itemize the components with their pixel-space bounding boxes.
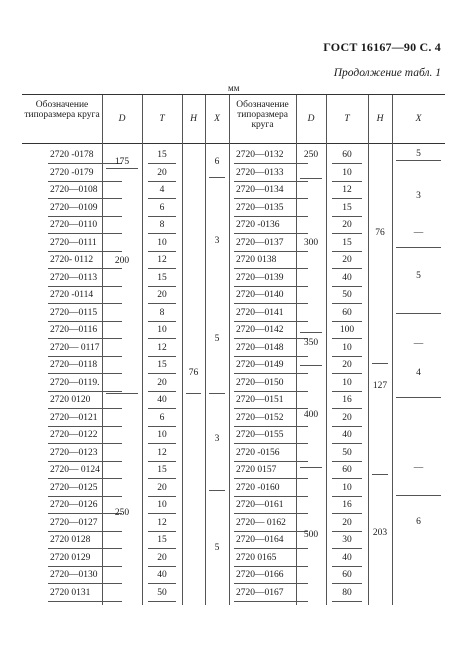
t-cell: 20 (342, 412, 352, 423)
row-underline (48, 548, 122, 549)
t-cell: 40 (157, 395, 167, 405)
t-cell: 10 (157, 430, 167, 440)
x-merged-cell: 3 (416, 191, 421, 201)
t-cell: 50 (157, 587, 167, 598)
t-underline (332, 198, 362, 199)
t-underline (332, 268, 362, 269)
row-underline (234, 163, 308, 164)
t-underline (148, 408, 176, 409)
t-cell: 20 (157, 167, 167, 178)
row-underline (234, 461, 308, 462)
t-cell: 15 (157, 150, 167, 160)
row-underline (48, 373, 122, 374)
t-underline (332, 426, 362, 427)
t-underline (332, 338, 362, 339)
t-cell: 10 (342, 482, 352, 493)
t-underline (332, 583, 362, 584)
x-merged-cell: 6 (416, 517, 421, 527)
designation-cell: 2720 0138 (236, 255, 277, 265)
column-header: T (344, 114, 350, 124)
t-underline (148, 216, 176, 217)
t-underline (332, 303, 362, 304)
group-separator (300, 467, 322, 468)
t-underline (148, 513, 176, 514)
t-cell: 15 (157, 272, 167, 283)
row-underline (48, 233, 122, 234)
row-underline (48, 321, 122, 322)
column-separator (205, 95, 206, 605)
t-underline (332, 233, 362, 234)
designation-cell: 2720—0127 (50, 517, 98, 528)
group-separator (372, 474, 388, 475)
t-underline (148, 478, 176, 479)
d-merged-cell: 200 (114, 256, 130, 266)
x-merged-cell: 5 (214, 334, 220, 344)
group-separator (372, 363, 388, 364)
d-merged-cell: 500 (303, 530, 319, 540)
designation-cell: 2720—0119. (50, 377, 100, 388)
t-cell: 30 (342, 535, 352, 545)
designation-cell: 2720 -0136 (236, 220, 280, 230)
t-underline (148, 303, 176, 304)
column-header: H (376, 114, 384, 124)
t-underline (332, 548, 362, 549)
h-merged-cell: 203 (372, 528, 388, 538)
d-merged-cell: 400 (303, 410, 319, 420)
designation-cell: 2720—0109 (50, 202, 98, 213)
column-header: T (159, 114, 165, 124)
t-cell: 20 (342, 517, 352, 528)
designation-cell: 2720—0148 (236, 342, 284, 353)
t-cell: 15 (157, 535, 167, 545)
designation-cell: 2720—0125 (50, 482, 98, 493)
designation-cell: 2720— 0162 (236, 517, 286, 528)
column-header: Обозначение типоразмера круга (236, 100, 289, 130)
row-underline (48, 391, 122, 392)
t-cell: 15 (342, 237, 352, 248)
table-header-rule (22, 143, 445, 144)
t-underline (332, 601, 362, 602)
column-header: D (307, 114, 315, 124)
row-underline (234, 233, 308, 234)
row-underline (48, 251, 122, 252)
d-merged-cell: 250 (114, 508, 130, 518)
designation-cell: 2720—0137 (236, 237, 284, 248)
designation-cell: 2720 0128 (50, 535, 91, 545)
designation-cell: 2720—0126 (50, 500, 98, 510)
column-separator (102, 95, 103, 605)
designation-cell: 2720 -0114 (50, 290, 94, 300)
designation-cell: 2720—0140 (236, 290, 284, 300)
row-underline (48, 181, 122, 182)
row-underline (48, 426, 122, 427)
t-cell: 15 (157, 360, 167, 370)
h-merged-cell: 76 (188, 368, 199, 378)
designation-cell: 2720—0152 (236, 412, 284, 423)
column-header: X (214, 114, 220, 124)
x-merged-cell: 3 (214, 434, 220, 444)
row-underline (234, 216, 308, 217)
row-underline (234, 583, 308, 584)
t-underline (332, 216, 362, 217)
group-separator (106, 393, 138, 394)
t-underline (148, 583, 176, 584)
t-cell: 12 (157, 447, 167, 458)
t-cell: 60 (342, 307, 352, 318)
row-underline (48, 198, 122, 199)
t-underline (148, 531, 176, 532)
t-underline (148, 181, 176, 182)
designation-cell: 2720 0120 (50, 395, 91, 405)
designation-cell: 2720 0131 (50, 587, 91, 598)
column-separator (296, 95, 297, 605)
t-underline (148, 391, 176, 392)
t-underline (148, 163, 176, 164)
row-underline (48, 601, 122, 602)
t-cell: 80 (342, 587, 352, 598)
row-underline (48, 496, 122, 497)
t-cell: 10 (342, 167, 352, 178)
row-underline (234, 408, 308, 409)
designation-cell: 2720—0155 (236, 430, 284, 440)
t-underline (148, 286, 176, 287)
designation-cell: 2720—0122 (50, 430, 98, 440)
designation-cell: 2720 0129 (50, 552, 91, 563)
t-cell: 10 (157, 237, 167, 248)
t-cell: 20 (342, 360, 352, 370)
row-underline (234, 478, 308, 479)
t-cell: 15 (342, 202, 352, 213)
designation-cell: 2720—0167 (236, 587, 284, 598)
row-underline (234, 443, 308, 444)
designation-cell: 2720—0113 (50, 272, 98, 283)
t-cell: 40 (342, 552, 352, 563)
t-cell: 20 (157, 377, 167, 388)
row-underline (48, 268, 122, 269)
row-underline (48, 478, 122, 479)
designation-cell: 2720—0116 (50, 325, 98, 335)
t-cell: 12 (157, 342, 167, 353)
t-underline (148, 356, 176, 357)
t-underline (332, 163, 362, 164)
t-underline (148, 321, 176, 322)
row-underline (48, 461, 122, 462)
designation-cell: 2720 -0156 (236, 447, 280, 458)
t-cell: 16 (342, 395, 352, 405)
t-underline (148, 233, 176, 234)
column-separator (229, 95, 230, 605)
group-separator (300, 365, 322, 366)
t-cell: 6 (159, 412, 165, 423)
row-underline (234, 268, 308, 269)
t-cell: 10 (342, 342, 352, 353)
row-underline (234, 321, 308, 322)
group-separator (396, 247, 441, 248)
group-separator (300, 332, 322, 333)
designation-cell: 2720—0164 (236, 535, 284, 545)
row-underline (48, 408, 122, 409)
x-merged-cell: — (413, 463, 424, 473)
t-cell: 50 (342, 290, 352, 300)
t-cell: 12 (157, 517, 167, 528)
column-separator (182, 95, 183, 605)
designation-cell: 2720—0139 (236, 272, 284, 283)
designation-cell: 2720—0118 (50, 360, 98, 370)
t-underline (332, 181, 362, 182)
designation-cell: 2720—0133 (236, 167, 284, 178)
row-underline (234, 303, 308, 304)
column-header: X (415, 114, 422, 124)
group-separator (209, 177, 225, 178)
t-cell: 8 (159, 220, 165, 230)
t-cell: 40 (157, 570, 167, 580)
designation-cell: 2720 -0179 (50, 167, 94, 178)
x-merged-cell: 5 (416, 271, 421, 281)
t-underline (332, 408, 362, 409)
row-underline (234, 391, 308, 392)
designation-cell: 2720 -0160 (236, 482, 280, 493)
row-underline (234, 356, 308, 357)
d-merged-cell: 175 (114, 157, 130, 167)
designation-cell: 2720—0134 (236, 185, 284, 195)
row-underline (48, 566, 122, 567)
row-underline (234, 601, 308, 602)
designation-cell: 2720—0111 (50, 237, 97, 248)
designation-cell: 2720—0130 (50, 570, 98, 580)
t-underline (332, 356, 362, 357)
row-underline (48, 286, 122, 287)
row-underline (48, 531, 122, 532)
unit-label: мм (228, 83, 240, 93)
row-underline (234, 513, 308, 514)
row-underline (234, 548, 308, 549)
t-cell: 60 (342, 150, 352, 160)
group-separator (396, 160, 441, 161)
t-underline (148, 496, 176, 497)
t-underline (332, 513, 362, 514)
row-underline (234, 181, 308, 182)
row-underline (48, 443, 122, 444)
t-cell: 10 (157, 500, 167, 510)
row-underline (234, 373, 308, 374)
row-underline (234, 426, 308, 427)
t-cell: 6 (159, 202, 165, 213)
x-merged-cell: 6 (214, 157, 220, 167)
row-underline (234, 198, 308, 199)
t-cell: 16 (342, 500, 352, 510)
h-merged-cell: 127 (372, 381, 388, 391)
standard-header: ГОСТ 16167—90 С. 4 (323, 40, 441, 54)
x-merged-cell: — (413, 228, 424, 238)
t-cell: 20 (342, 255, 352, 265)
group-separator (396, 495, 441, 496)
t-underline (148, 601, 176, 602)
t-cell: 60 (342, 465, 352, 475)
t-underline (148, 251, 176, 252)
group-separator (186, 393, 201, 394)
t-underline (332, 286, 362, 287)
group-separator (106, 168, 138, 169)
t-underline (148, 198, 176, 199)
t-underline (332, 566, 362, 567)
x-merged-cell: 5 (416, 149, 421, 159)
t-cell: 10 (157, 325, 167, 335)
t-underline (332, 461, 362, 462)
row-underline (48, 583, 122, 584)
t-underline (148, 443, 176, 444)
column-header: H (190, 114, 197, 124)
designation-cell: 2720—0151 (236, 395, 284, 405)
t-underline (148, 373, 176, 374)
designation-cell: 2720—0150 (236, 377, 284, 388)
designation-cell: 2720—0121 (50, 412, 98, 423)
x-merged-cell: — (413, 339, 424, 349)
designation-cell: 2720—0161 (236, 500, 284, 510)
designation-cell: 2720— 0124 (50, 465, 100, 475)
row-underline (48, 356, 122, 357)
d-merged-cell: 300 (303, 238, 319, 248)
table-top-rule (22, 94, 445, 95)
row-underline (234, 496, 308, 497)
row-underline (234, 566, 308, 567)
row-underline (234, 251, 308, 252)
designation-cell: 2720 -0178 (50, 150, 94, 160)
t-underline (148, 426, 176, 427)
group-separator (396, 397, 441, 398)
designation-cell: 2720- 0112 (50, 255, 94, 265)
t-underline (148, 566, 176, 567)
row-underline (48, 338, 122, 339)
designation-cell: 2720—0108 (50, 185, 98, 195)
t-underline (148, 461, 176, 462)
t-cell: 100 (339, 325, 355, 335)
column-separator (392, 95, 393, 605)
t-underline (332, 531, 362, 532)
d-merged-cell: 250 (303, 150, 319, 160)
designation-cell: 2720—0135 (236, 202, 284, 213)
t-cell: 4 (159, 185, 165, 195)
t-cell: 8 (159, 307, 165, 318)
t-cell: 60 (342, 570, 352, 580)
t-underline (332, 321, 362, 322)
x-merged-cell: 4 (416, 368, 421, 378)
t-underline (148, 268, 176, 269)
t-cell: 20 (157, 482, 167, 493)
designation-cell: 2720—0115 (50, 307, 98, 318)
t-underline (332, 496, 362, 497)
designation-cell: 2720—0142 (236, 325, 284, 335)
t-cell: 20 (157, 552, 167, 563)
t-cell: 20 (157, 290, 167, 300)
h-merged-cell: 76 (375, 228, 385, 238)
t-underline (332, 478, 362, 479)
group-separator (209, 490, 225, 491)
designation-cell: 2720— 0117 (50, 342, 100, 353)
designation-cell: 2720 0157 (236, 465, 277, 475)
d-merged-cell: 350 (303, 338, 319, 348)
t-cell: 40 (342, 272, 352, 283)
designation-cell: 2720—0123 (50, 447, 98, 458)
t-underline (148, 548, 176, 549)
row-underline (48, 216, 122, 217)
t-cell: 15 (157, 465, 167, 475)
t-underline (332, 251, 362, 252)
t-cell: 12 (342, 185, 352, 195)
t-cell: 12 (157, 255, 167, 265)
column-header: D (118, 114, 126, 124)
group-separator (396, 313, 441, 314)
group-separator (300, 178, 322, 179)
column-header: Обозначение типоразмера круга (24, 100, 100, 120)
x-merged-cell: 3 (214, 236, 220, 246)
group-separator (209, 393, 225, 394)
designation-cell: 2720—0110 (50, 220, 98, 230)
t-cell: 10 (342, 377, 352, 388)
t-underline (148, 338, 176, 339)
t-cell: 40 (342, 430, 352, 440)
designation-cell: 2720—0166 (236, 570, 284, 580)
t-underline (332, 443, 362, 444)
t-cell: 50 (342, 447, 352, 458)
row-underline (48, 303, 122, 304)
designation-cell: 2720 0165 (236, 552, 277, 563)
t-underline (332, 373, 362, 374)
t-underline (332, 391, 362, 392)
table-continuation-caption: Продолжение табл. 1 (333, 67, 441, 79)
designation-cell: 2720—0141 (236, 307, 284, 318)
t-cell: 20 (342, 220, 352, 230)
designation-cell: 2720—0132 (236, 150, 284, 160)
row-underline (234, 286, 308, 287)
x-merged-cell: 5 (214, 543, 220, 553)
designation-cell: 2720—0149 (236, 360, 284, 370)
